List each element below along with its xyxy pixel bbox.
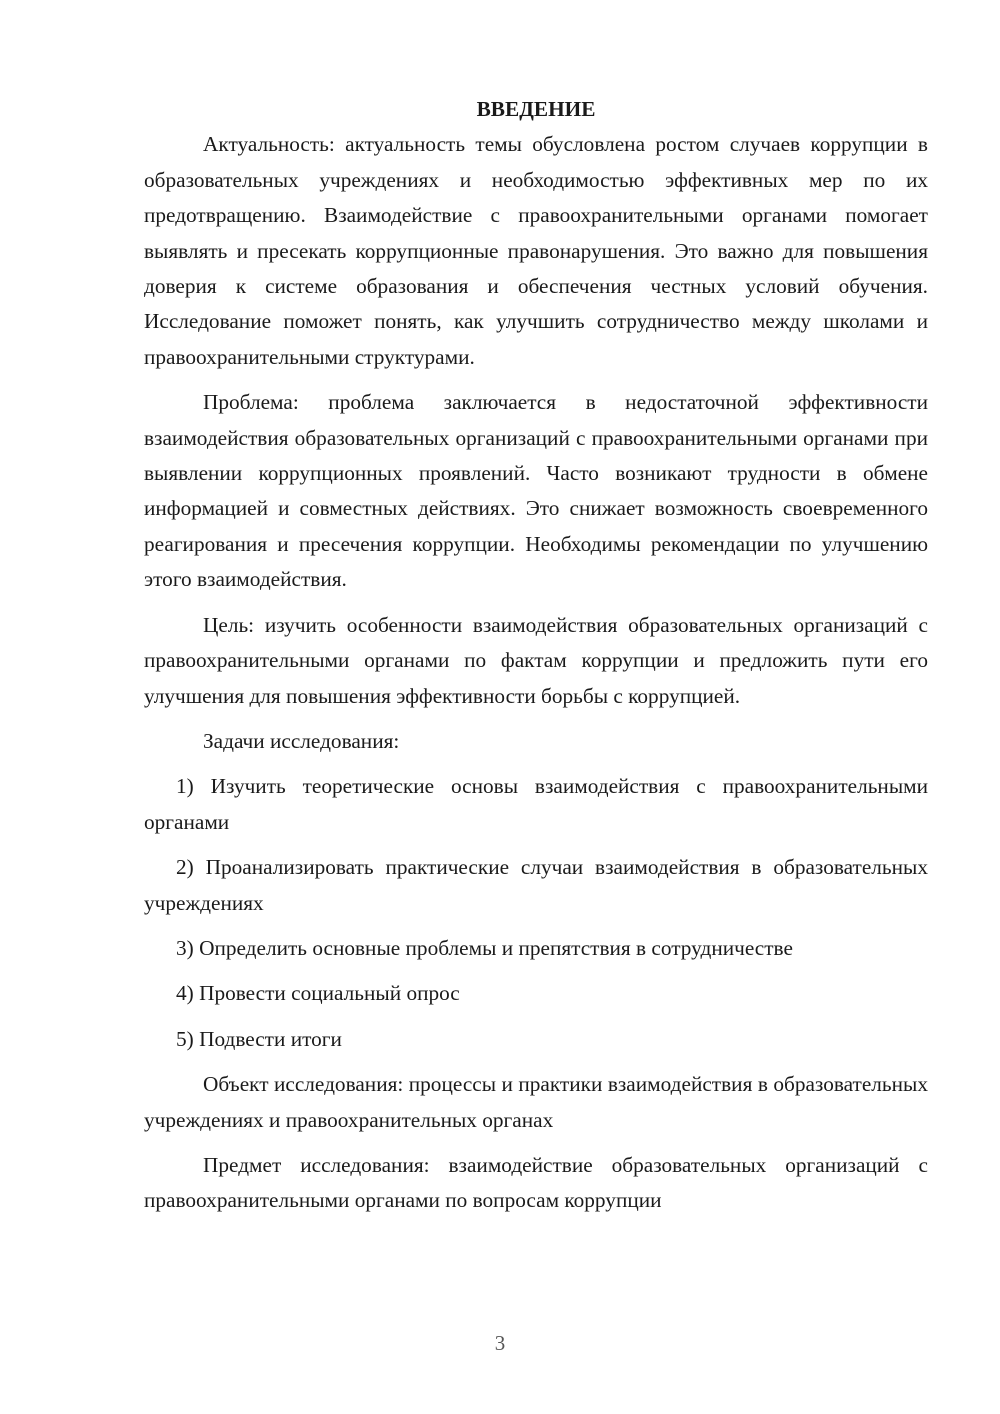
task-item-5: 5) Подвести итоги (176, 1026, 342, 1051)
task-item-1: 1) Изучить теоретические основы взаимодействия с правоохранительными органами (144, 774, 928, 834)
task-item-2: 2) Проанализировать практические случаи взаимодействия в образовательных учреждениях (144, 855, 928, 915)
task-item-4: 4) Провести социальный опрос (176, 981, 460, 1006)
goal-paragraph: Цель: изучить особенности взаимодействия образовательных организаций с правоохранительными органами по фактам коррупции и предложить пути его улучшения для повышения эффективности борьбы с коррупцией. (144, 612, 928, 708)
object-paragraph: Объект исследования: процессы и практики взаимодействия в образовательных учреждениях и правоохранительных органах (144, 1072, 928, 1132)
section-heading: ВВЕДЕНИЕ (476, 97, 596, 121)
page-content (144, 92, 928, 1229)
relevance-paragraph: Актуальность: актуальность темы обусловлена ростом случаев коррупции в образовательных учреждениях и необходимостью эффективных мер по их предотвращению. Взаимодействие с правоохранительными органами помогает выявлять и пресекать коррупционные правонарушения. Это важно для повышения доверия к системе образования и обеспечения честных условий обучения. Исследование поможет понять, как улучшить сотрудничество между школами и правоохранительными структурами. (144, 132, 928, 369)
task-item-3: 3) Определить основные проблемы и препятствия в сотрудничестве (176, 935, 793, 960)
tasks-title: Задачи исследования: (203, 728, 400, 753)
problem-paragraph: Проблема: проблема заключается в недостаточной эффективности взаимодействия образовательных организаций с правоохранительными органами при выявлении коррупционных проявлений. Часто возникают трудности в обмене информацией и совместных действиях. Это снижает возможность своевременного реагирования и пресечения коррупции. Необходимы рекомендации по улучшению этого взаимодействия. (144, 390, 928, 592)
subject-paragraph: Предмет исследования: взаимодействие образовательных организаций с правоохранительными органами по вопросам коррупции (144, 1152, 928, 1213)
page-number: 3 (494, 1331, 506, 1355)
